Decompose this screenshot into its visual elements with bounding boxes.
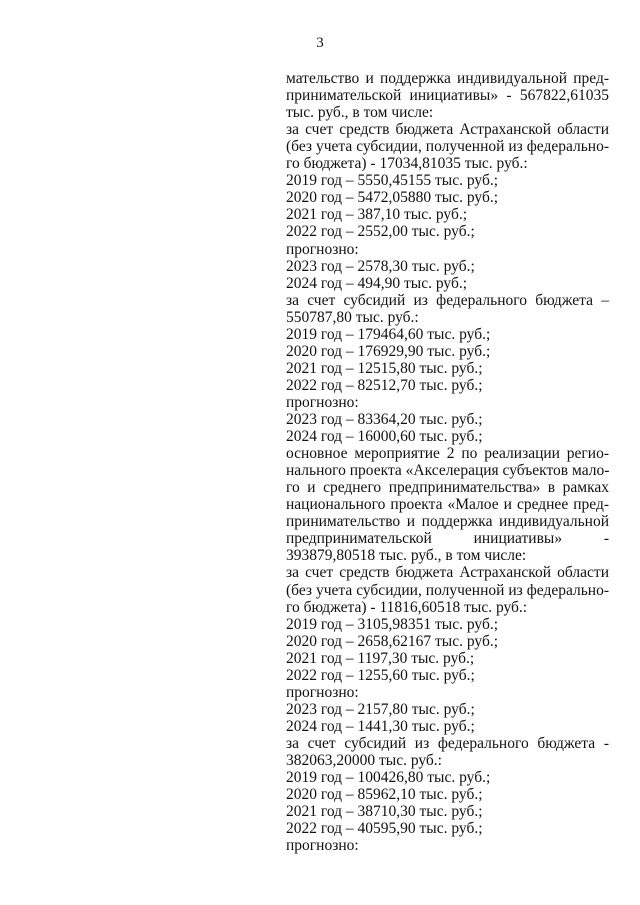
- text-line: 2023 год – 2157,80 тыс. руб.;: [286, 700, 475, 718]
- text-line: за счет средств бюджета Астраханской области: [286, 564, 609, 582]
- text-line: нального проекта «Акселерация субъектов мало-: [286, 462, 610, 480]
- page-number: 3: [316, 35, 324, 51]
- text-line: 2021 год – 38710,30 тыс. руб.;: [286, 803, 483, 821]
- text-line: за счет субсидий из федерального бюджета -: [286, 734, 609, 752]
- text-line: (без учета субсидии, полученной из федерально-: [286, 581, 609, 599]
- text-line: 393879,80518 тыс. руб., в том числе:: [286, 547, 527, 565]
- text-line: прогнозно:: [286, 393, 359, 411]
- text-line: 2023 год – 83364,20 тыс. руб.;: [286, 411, 483, 428]
- text-line: 2024 год – 16000,60 тыс. руб.;: [286, 428, 483, 446]
- text-line: 2021 год – 387,10 тыс. руб.;: [286, 206, 468, 224]
- text-line: прогнозно:: [286, 837, 359, 855]
- text-line: 382063,20000 тыс. руб.:: [286, 752, 442, 769]
- text-line: тыс. руб., в том числе:: [286, 104, 434, 122]
- text-line: го бюджета) - 11816,60518 тыс. руб.:: [286, 598, 528, 616]
- text-line: 2024 год – 494,90 тыс. руб.;: [286, 274, 468, 292]
- text-line: 2019 год – 179464,60 тыс. руб.;: [286, 325, 491, 343]
- text-line: 2019 год – 5550,45155 тыс. руб.;: [286, 172, 499, 190]
- text-line: национального проекта «Малое и среднее пред-: [286, 496, 609, 514]
- text-line: основное мероприятие 2 по реализации регио-: [286, 445, 609, 463]
- text-line: прогнозно:: [286, 240, 359, 258]
- text-line: прогнозно:: [286, 683, 359, 701]
- text-line: 2019 год – 100426,80 тыс. руб.;: [286, 769, 491, 787]
- text-line: 2020 год – 5472,05880 тыс. руб.;: [286, 189, 499, 207]
- text-line: предпринимательской инициативы» -: [286, 530, 609, 548]
- text-line: принимательской инициативы» - 567822,61035: [286, 87, 609, 105]
- text-line: за счет средств бюджета Астраханской области: [286, 121, 609, 139]
- text-line: 2022 год – 2552,00 тыс. руб.;: [286, 223, 475, 241]
- text-line: 2021 год – 12515,80 тыс. руб.;: [286, 359, 483, 377]
- text-line: го и среднего предпринимательства» в рамках: [286, 479, 609, 497]
- text-line: 2022 год – 82512,70 тыс. руб.;: [286, 376, 483, 394]
- text-line: 2022 год – 40595,90 тыс. руб.;: [286, 820, 483, 838]
- text-line: 2023 год – 2578,30 тыс. руб.;: [286, 257, 475, 275]
- text-line: 2019 год – 3105,98351 тыс. руб.;: [286, 615, 499, 633]
- text-line: мательство и поддержка индивидуальной пред-: [286, 70, 609, 87]
- text-line: 2021 год – 1197,30 тыс. руб.;: [286, 649, 475, 667]
- text-line: го бюджета) - 17034,81035 тыс. руб.:: [286, 155, 528, 173]
- text-line: за счет субсидий из федерального бюджета –: [286, 291, 609, 309]
- text-line: 2020 год – 2658,62167 тыс. руб.;: [286, 632, 499, 650]
- text-line: 2020 год – 85962,10 тыс. руб.;: [286, 786, 483, 804]
- text-line: (без учета субсидии, полученной из федерально-: [286, 138, 609, 156]
- text-line: 2024 год – 1441,30 тыс. руб.;: [286, 717, 475, 735]
- text-line: 550787,80 тыс. руб.:: [286, 308, 419, 326]
- text-line: 2022 год – 1255,60 тыс. руб.;: [286, 666, 475, 684]
- text-line: принимательство и поддержка индивидуальной: [286, 513, 609, 531]
- text-line: 2020 год – 176929,90 тыс. руб.;: [286, 342, 491, 360]
